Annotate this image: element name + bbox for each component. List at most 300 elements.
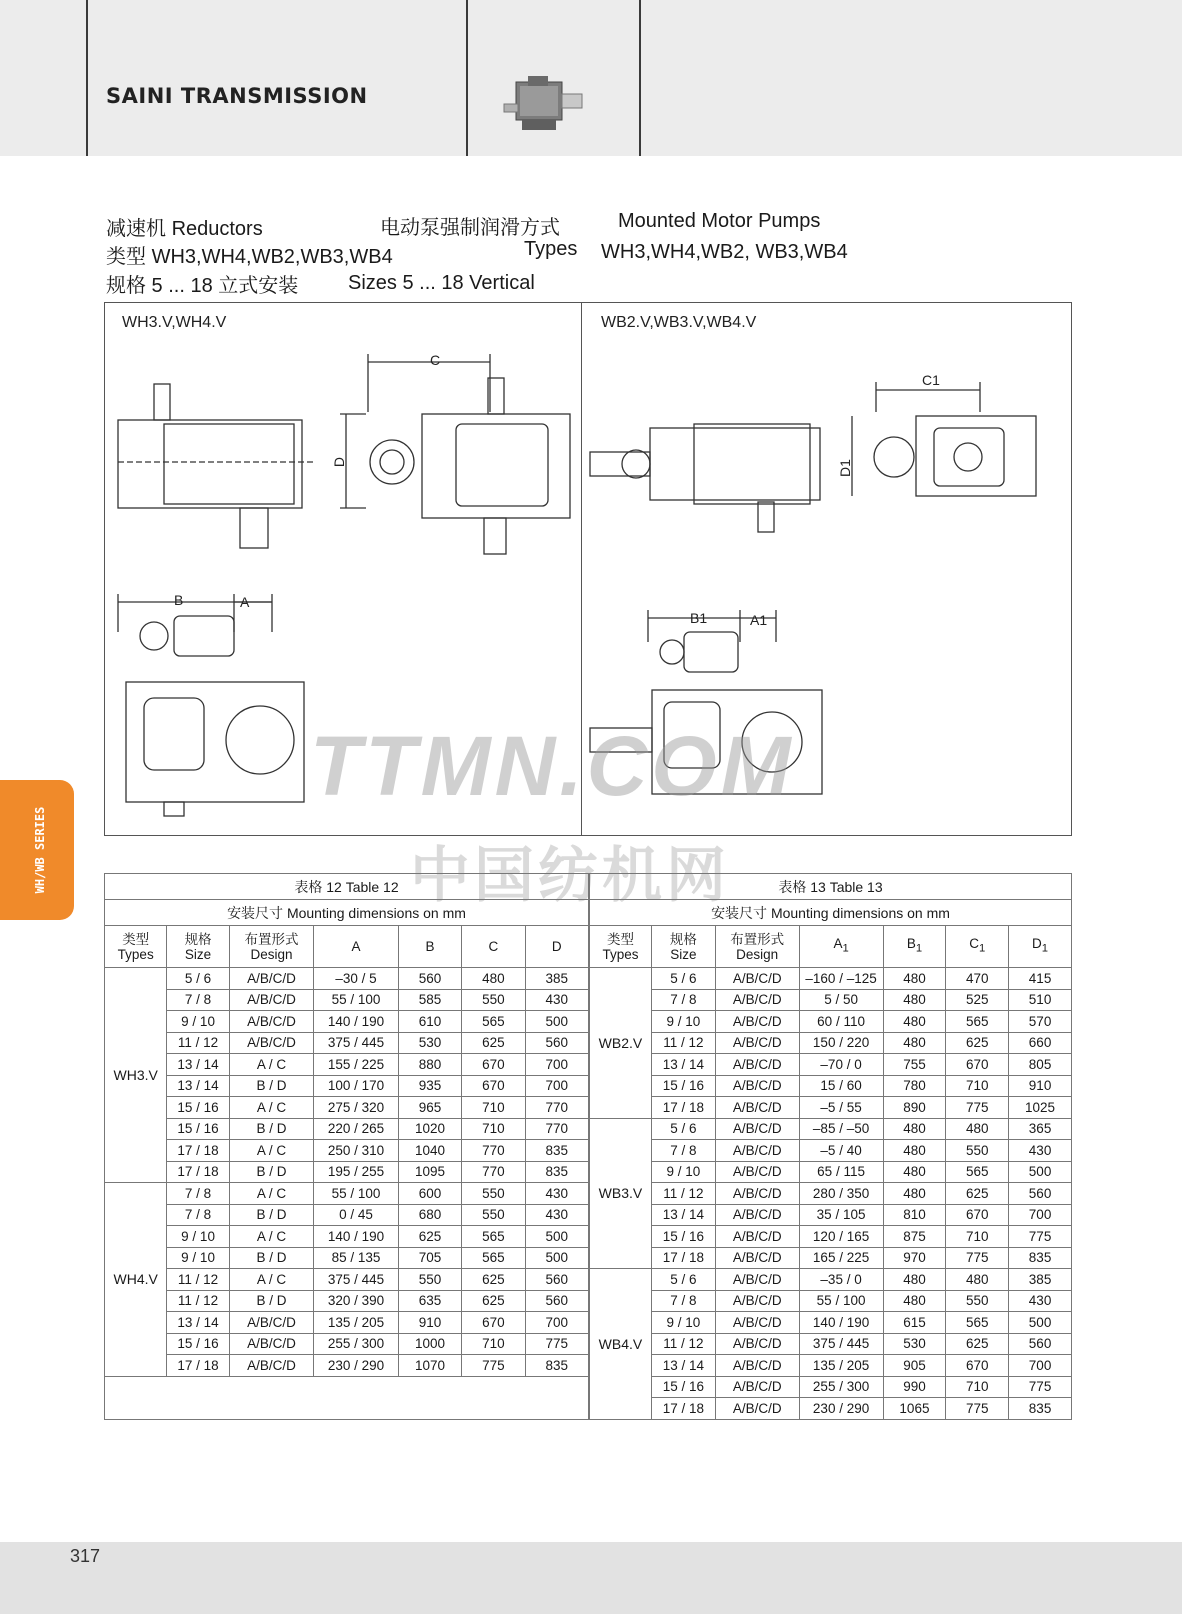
col-types: 类型 Types — [105, 926, 167, 968]
table-cell: A/B/C/D — [715, 1333, 799, 1355]
table-cell: 140 / 190 — [314, 1011, 399, 1033]
table-cell: 415 — [1009, 968, 1072, 990]
title-types-left — [106, 240, 393, 269]
table-cell: 835 — [525, 1161, 588, 1183]
table-cell: 500 — [1009, 1312, 1072, 1334]
table-cell: 430 — [525, 1204, 588, 1226]
title-cn-pumps: 电动泵强制润滑方式 — [380, 217, 560, 239]
table-row — [105, 1161, 589, 1183]
table-cell: 7 / 8 — [167, 1183, 229, 1205]
table-cell: 500 — [1009, 1161, 1072, 1183]
table-cell: 550 — [462, 1183, 525, 1205]
table-cell: 9 / 10 — [651, 1161, 715, 1183]
table-cell: B / D — [229, 1247, 314, 1269]
table-cell: 670 — [462, 1075, 525, 1097]
table-cell: 970 — [883, 1247, 946, 1269]
table-row — [105, 1118, 589, 1140]
table-cell: 780 — [883, 1075, 946, 1097]
table-cell: 480 — [883, 1011, 946, 1033]
table-cell: –160 / –125 — [799, 968, 883, 990]
table-cell: 770 — [525, 1118, 588, 1140]
table-cell: 60 / 110 — [799, 1011, 883, 1033]
table-cell: A/B/C/D — [715, 1355, 799, 1377]
table-cell: A / C — [229, 1097, 314, 1119]
table-cell: A/B/C/D — [715, 968, 799, 990]
table-cell: 11 / 12 — [651, 1032, 715, 1054]
dim-label-a: A — [240, 594, 250, 610]
table-cell: 835 — [525, 1140, 588, 1162]
table-cell: 710 — [946, 1075, 1009, 1097]
table-cell: 150 / 220 — [799, 1032, 883, 1054]
col-design: 布置形式 Design — [229, 926, 314, 968]
table-cell: A/B/C/D — [715, 1247, 799, 1269]
table-cell: 610 — [398, 1011, 461, 1033]
table-12 — [104, 873, 589, 1420]
table-cell: 755 — [883, 1054, 946, 1076]
table-cell: 120 / 165 — [799, 1226, 883, 1248]
table-cell: 17 / 18 — [651, 1247, 715, 1269]
table-cell: 1020 — [398, 1118, 461, 1140]
table-cell: 480 — [462, 968, 525, 990]
table-cell: 625 — [398, 1226, 461, 1248]
dim-label-d: D — [331, 456, 348, 468]
title-en-sizes: Sizes 5 ... 18 Vertical — [348, 272, 535, 294]
table-row — [590, 968, 1072, 990]
title-en-reductors: Reductors — [171, 218, 263, 240]
table-cell: 565 — [462, 1226, 525, 1248]
table-row — [105, 1290, 589, 1312]
table-cell: B / D — [229, 1290, 314, 1312]
table-cell: 480 — [946, 1269, 1009, 1291]
table-13-caption: 表格 13 Table 13 — [590, 874, 1072, 900]
table-cell: 910 — [1009, 1075, 1072, 1097]
table-cell: 700 — [525, 1075, 588, 1097]
table-cell: 15 / 16 — [651, 1075, 715, 1097]
col-a: A — [314, 926, 399, 968]
table-cell: 615 — [883, 1312, 946, 1334]
table-cell: 9 / 10 — [651, 1011, 715, 1033]
dim-label-d1: D1 — [836, 459, 853, 477]
table-cell: 480 — [883, 1269, 946, 1291]
table-cell: 710 — [462, 1118, 525, 1140]
table-cell: 700 — [1009, 1355, 1072, 1377]
table-cell: A / C — [229, 1269, 314, 1291]
table-cell: A/B/C/D — [715, 1032, 799, 1054]
table-cell: 1095 — [398, 1161, 461, 1183]
table-cell: 480 — [883, 1290, 946, 1312]
table-row — [105, 1032, 589, 1054]
table-cell: 15 / 16 — [651, 1376, 715, 1398]
table-row — [105, 1269, 589, 1291]
table-cell: –70 / 0 — [799, 1054, 883, 1076]
table-cell: 375 / 445 — [799, 1333, 883, 1355]
table-cell: –5 / 55 — [799, 1097, 883, 1119]
table-cell: A/B/C/D — [715, 1312, 799, 1334]
table-row — [590, 1333, 1072, 1355]
table-cell: 17 / 18 — [167, 1161, 229, 1183]
table-row — [105, 1140, 589, 1162]
table-row — [590, 1290, 1072, 1312]
table-row — [590, 1376, 1072, 1398]
table-row — [105, 1204, 589, 1226]
table-cell: B / D — [229, 1204, 314, 1226]
table-row — [590, 1161, 1072, 1183]
table-cell: 255 / 300 — [314, 1333, 399, 1355]
table-cell: 65 / 115 — [799, 1161, 883, 1183]
table-cell: 500 — [525, 1011, 588, 1033]
table-cell: 5 / 50 — [799, 989, 883, 1011]
dim-label-b1: B1 — [690, 610, 708, 626]
table-cell: A/B/C/D — [715, 1011, 799, 1033]
table-cell: A/B/C/D — [715, 1140, 799, 1162]
table-cell: 280 / 350 — [799, 1183, 883, 1205]
watermark-text-cn: 中国纺机网 — [410, 841, 730, 911]
table-cell: 700 — [525, 1312, 588, 1334]
table-cell: 625 — [946, 1183, 1009, 1205]
table-cell: A/B/C/D — [229, 1011, 314, 1033]
table-cell: 1040 — [398, 1140, 461, 1162]
table-row — [105, 968, 589, 990]
dim-label-b: B — [174, 592, 184, 608]
title-types-list-right: WH3,WH4,WB2, WB3,WB4 — [601, 241, 848, 263]
table-row — [590, 1312, 1072, 1334]
table-cell: 375 / 445 — [314, 1032, 399, 1054]
table-cell: –35 / 0 — [799, 1269, 883, 1291]
table-cell: 775 — [946, 1247, 1009, 1269]
table-row — [105, 1333, 589, 1355]
table-row — [590, 1140, 1072, 1162]
table-cell: 85 / 135 — [314, 1247, 399, 1269]
series-side-tab-label: WH/WB SERIES — [33, 806, 47, 894]
title-en-pumps: Mounted Motor Pumps — [618, 210, 821, 232]
table-cell: 570 — [1009, 1011, 1072, 1033]
table-cell: A/B/C/D — [715, 1161, 799, 1183]
page-number: 317 — [70, 1546, 101, 1566]
gear-reducer-photo — [498, 70, 598, 136]
table-cell: 585 — [398, 989, 461, 1011]
table-cell: 890 — [883, 1097, 946, 1119]
table-cell: A/B/C/D — [229, 1355, 314, 1377]
table-row — [590, 1355, 1072, 1377]
table-cell: 11 / 12 — [651, 1183, 715, 1205]
table-cell: 480 — [883, 1161, 946, 1183]
table-cell: B / D — [229, 1118, 314, 1140]
table-cell: 1070 — [398, 1355, 461, 1377]
table-cell: 770 — [462, 1140, 525, 1162]
table-cell: 875 — [883, 1226, 946, 1248]
dim-label-c1: C1 — [922, 372, 940, 388]
table-cell: 13 / 14 — [167, 1075, 229, 1097]
table-cell: 510 — [1009, 989, 1072, 1011]
table-cell: 11 / 12 — [167, 1032, 229, 1054]
table-cell: 140 / 190 — [799, 1312, 883, 1334]
table-13-subcaption: 安装尺寸 Mounting dimensions on mm — [590, 900, 1072, 926]
table-cell: 670 — [462, 1312, 525, 1334]
table-cell: 905 — [883, 1355, 946, 1377]
table-cell: 9 / 10 — [651, 1312, 715, 1334]
table-12-caption: 表格 12 Table 12 — [105, 874, 589, 900]
table-cell: A/B/C/D — [715, 1290, 799, 1312]
table-cell: 525 — [946, 989, 1009, 1011]
table-cell: 880 — [398, 1054, 461, 1076]
table-cell: 680 — [398, 1204, 461, 1226]
table-cell: 775 — [946, 1398, 1009, 1420]
wb-side-view — [852, 382, 1036, 496]
table-cell: 430 — [1009, 1290, 1072, 1312]
table-cell: 670 — [946, 1054, 1009, 1076]
table-cell: 560 — [1009, 1333, 1072, 1355]
table-row — [590, 1204, 1072, 1226]
dim-label-a1: A1 — [750, 612, 768, 628]
table-cell: 705 — [398, 1247, 461, 1269]
table-row — [105, 1312, 589, 1334]
table-cell: 775 — [946, 1097, 1009, 1119]
col-b1: $B_1$ — [883, 926, 946, 968]
table-cell: A/B/C/D — [229, 968, 314, 990]
table-cell: 9 / 10 — [167, 1011, 229, 1033]
table-12-subcaption: 安装尺寸 Mounting dimensions on mm — [105, 900, 589, 926]
table-cell: 480 — [883, 968, 946, 990]
table-cell: 7 / 8 — [651, 989, 715, 1011]
table-cell: A/B/C/D — [715, 1376, 799, 1398]
col-size: 规格 Size — [167, 926, 229, 968]
title-types-list-left: WH3,WH4,WB2,WB3,WB4 — [151, 246, 393, 268]
table-cell: 155 / 225 — [314, 1054, 399, 1076]
table-cell: 5 / 6 — [651, 968, 715, 990]
table-cell: 0 / 45 — [314, 1204, 399, 1226]
table-cell: 275 / 320 — [314, 1097, 399, 1119]
header-divider — [466, 0, 468, 156]
table-row — [590, 1226, 1072, 1248]
col-c: C — [462, 926, 525, 968]
table-cell: A / C — [229, 1054, 314, 1076]
table-cell: 700 — [525, 1054, 588, 1076]
table-cell: 710 — [462, 1333, 525, 1355]
table-cell: 15 / 16 — [167, 1097, 229, 1119]
table-cell: 5 / 6 — [167, 968, 229, 990]
col-types: 类型 Types — [590, 926, 652, 968]
table-cell: 565 — [462, 1011, 525, 1033]
table-cell: 835 — [1009, 1398, 1072, 1420]
table-cell: 770 — [525, 1097, 588, 1119]
table-cell: 480 — [883, 1032, 946, 1054]
table-cell: 13 / 14 — [167, 1054, 229, 1076]
drawing-label-wh: WH3.V,WH4.V — [122, 314, 227, 331]
table-cell: –85 / –50 — [799, 1118, 883, 1140]
table-cell: 600 — [398, 1183, 461, 1205]
table-cell: 530 — [398, 1032, 461, 1054]
table-cell: 565 — [946, 1011, 1009, 1033]
table-cell: 9 / 10 — [167, 1247, 229, 1269]
table-cell: 55 / 100 — [314, 989, 399, 1011]
table-cell: 55 / 100 — [314, 1183, 399, 1205]
table-cell: 430 — [525, 1183, 588, 1205]
table-cell: 810 — [883, 1204, 946, 1226]
table-cell: 660 — [1009, 1032, 1072, 1054]
table-cell: 935 — [398, 1075, 461, 1097]
table-cell: 7 / 8 — [651, 1290, 715, 1312]
col-d1: $D_1$ — [1009, 926, 1072, 968]
table-row — [105, 989, 589, 1011]
table-cell: 7 / 8 — [167, 989, 229, 1011]
table-row — [590, 1118, 1072, 1140]
table-cell: 35 / 105 — [799, 1204, 883, 1226]
table-row — [590, 1183, 1072, 1205]
table-cell: 775 — [1009, 1226, 1072, 1248]
table-cell: 1000 — [398, 1333, 461, 1355]
table-cell: 550 — [462, 1204, 525, 1226]
table-cell: 15 / 16 — [167, 1118, 229, 1140]
table-cell: 230 / 290 — [799, 1398, 883, 1420]
table-cell: 375 / 445 — [314, 1269, 399, 1291]
wh-bottom-view — [118, 594, 304, 816]
page-footer — [0, 1542, 1182, 1614]
table-cell: 480 — [883, 1118, 946, 1140]
table-cell: 7 / 8 — [167, 1204, 229, 1226]
table-cell: 11 / 12 — [167, 1290, 229, 1312]
table-cell: 430 — [1009, 1140, 1072, 1162]
table-cell: A/B/C/D — [229, 1032, 314, 1054]
col-a1: $A_1$ — [799, 926, 883, 968]
table-cell: 100 / 170 — [314, 1075, 399, 1097]
table-cell: 470 — [946, 968, 1009, 990]
table-cell: 565 — [946, 1312, 1009, 1334]
table-cell: 15 / 16 — [651, 1226, 715, 1248]
table-cell: 625 — [462, 1269, 525, 1291]
table-cell: B / D — [229, 1161, 314, 1183]
table-row — [105, 1226, 589, 1248]
table-cell: 500 — [525, 1226, 588, 1248]
table-cell: 770 — [462, 1161, 525, 1183]
type-cell: WH3.V — [105, 968, 167, 1183]
table-cell: 11 / 12 — [167, 1269, 229, 1291]
table-cell: 320 / 390 — [314, 1290, 399, 1312]
type-cell: WB4.V — [590, 1269, 652, 1420]
table-cell: 13 / 14 — [651, 1054, 715, 1076]
table-cell: 565 — [462, 1247, 525, 1269]
table-cell: A/B/C/D — [715, 1097, 799, 1119]
table-cell: 365 — [1009, 1118, 1072, 1140]
table-cell: 15 / 16 — [167, 1333, 229, 1355]
header-divider — [86, 0, 88, 156]
table-cell: A/B/C/D — [715, 1226, 799, 1248]
table-cell: 990 — [883, 1376, 946, 1398]
table-cell: B / D — [229, 1075, 314, 1097]
table-cell: 965 — [398, 1097, 461, 1119]
table-13 — [589, 873, 1072, 1420]
table-cell: 385 — [1009, 1269, 1072, 1291]
table-cell: 710 — [462, 1097, 525, 1119]
table-cell: A / C — [229, 1183, 314, 1205]
empty-row — [105, 1376, 589, 1419]
table-cell: –30 / 5 — [314, 968, 399, 990]
header-divider — [639, 0, 641, 156]
table-cell: –5 / 40 — [799, 1140, 883, 1162]
table-cell: 550 — [462, 989, 525, 1011]
table-cell: 710 — [946, 1226, 1009, 1248]
col-d: D — [525, 926, 588, 968]
col-c1: $C_1$ — [946, 926, 1009, 968]
table-row — [105, 1075, 589, 1097]
table-row — [105, 1247, 589, 1269]
title-reductors — [106, 212, 263, 241]
table-cell: 135 / 205 — [314, 1312, 399, 1334]
table-row — [105, 1097, 589, 1119]
table-cell: 625 — [462, 1290, 525, 1312]
table-cell: A/B/C/D — [715, 1204, 799, 1226]
table-cell: 17 / 18 — [651, 1398, 715, 1420]
table-row — [105, 1011, 589, 1033]
wh-front-view — [118, 384, 314, 548]
table-cell: 560 — [525, 1269, 588, 1291]
watermark-text: TTMN.COM — [310, 719, 795, 813]
empty-cell — [105, 1376, 589, 1419]
title-en-types: Types — [524, 238, 578, 260]
table-cell: 560 — [1009, 1183, 1072, 1205]
wh-side-view — [340, 354, 570, 554]
table-cell: 670 — [946, 1355, 1009, 1377]
table-cell: 165 / 225 — [799, 1247, 883, 1269]
table-cell: 710 — [946, 1376, 1009, 1398]
brand-logo-text: SAINI TRANSMISSION — [106, 84, 368, 108]
table-cell: A/B/C/D — [229, 1312, 314, 1334]
table-row — [105, 1183, 589, 1205]
table-cell: A/B/C/D — [229, 1333, 314, 1355]
table-cell: 55 / 100 — [799, 1290, 883, 1312]
table-cell: 805 — [1009, 1054, 1072, 1076]
table-cell: 255 / 300 — [799, 1376, 883, 1398]
table-cell: A/B/C/D — [715, 989, 799, 1011]
table-cell: 220 / 265 — [314, 1118, 399, 1140]
table-cell: 530 — [883, 1333, 946, 1355]
table-cell: 775 — [462, 1355, 525, 1377]
dim-label-c: C — [430, 352, 441, 368]
table-cell: A / C — [229, 1226, 314, 1248]
table-cell: 1025 — [1009, 1097, 1072, 1119]
table-cell: 480 — [883, 989, 946, 1011]
table-cell: 5 / 6 — [651, 1269, 715, 1291]
table-cell: 1065 — [883, 1398, 946, 1420]
table-cell: A/B/C/D — [715, 1075, 799, 1097]
wb-front-view — [590, 424, 820, 532]
table-cell: 625 — [946, 1333, 1009, 1355]
table-cell: 9 / 10 — [167, 1226, 229, 1248]
table-row — [590, 1398, 1072, 1420]
table-cell: 7 / 8 — [651, 1140, 715, 1162]
title-cn-reductors: 减速机 — [106, 218, 166, 240]
table-cell: 480 — [946, 1118, 1009, 1140]
table-row — [590, 989, 1072, 1011]
table-row — [590, 1269, 1072, 1291]
table-cell: 625 — [946, 1032, 1009, 1054]
table-cell: 140 / 190 — [314, 1226, 399, 1248]
title-cn-sizes: 规格 5 ... 18 立式安装 — [106, 275, 299, 297]
table-cell: 195 / 255 — [314, 1161, 399, 1183]
type-cell: WB2.V — [590, 968, 652, 1119]
table-cell: 910 — [398, 1312, 461, 1334]
table-cell: 550 — [398, 1269, 461, 1291]
table-cell: 500 — [525, 1247, 588, 1269]
type-cell: WH4.V — [105, 1183, 167, 1377]
table-cell: 250 / 310 — [314, 1140, 399, 1162]
table-cell: 17 / 18 — [167, 1355, 229, 1377]
table-cell: A/B/C/D — [715, 1118, 799, 1140]
table-row — [590, 1075, 1072, 1097]
table-row — [590, 1032, 1072, 1054]
table-cell: 560 — [525, 1290, 588, 1312]
table-cell: A/B/C/D — [715, 1054, 799, 1076]
table-cell: 670 — [946, 1204, 1009, 1226]
